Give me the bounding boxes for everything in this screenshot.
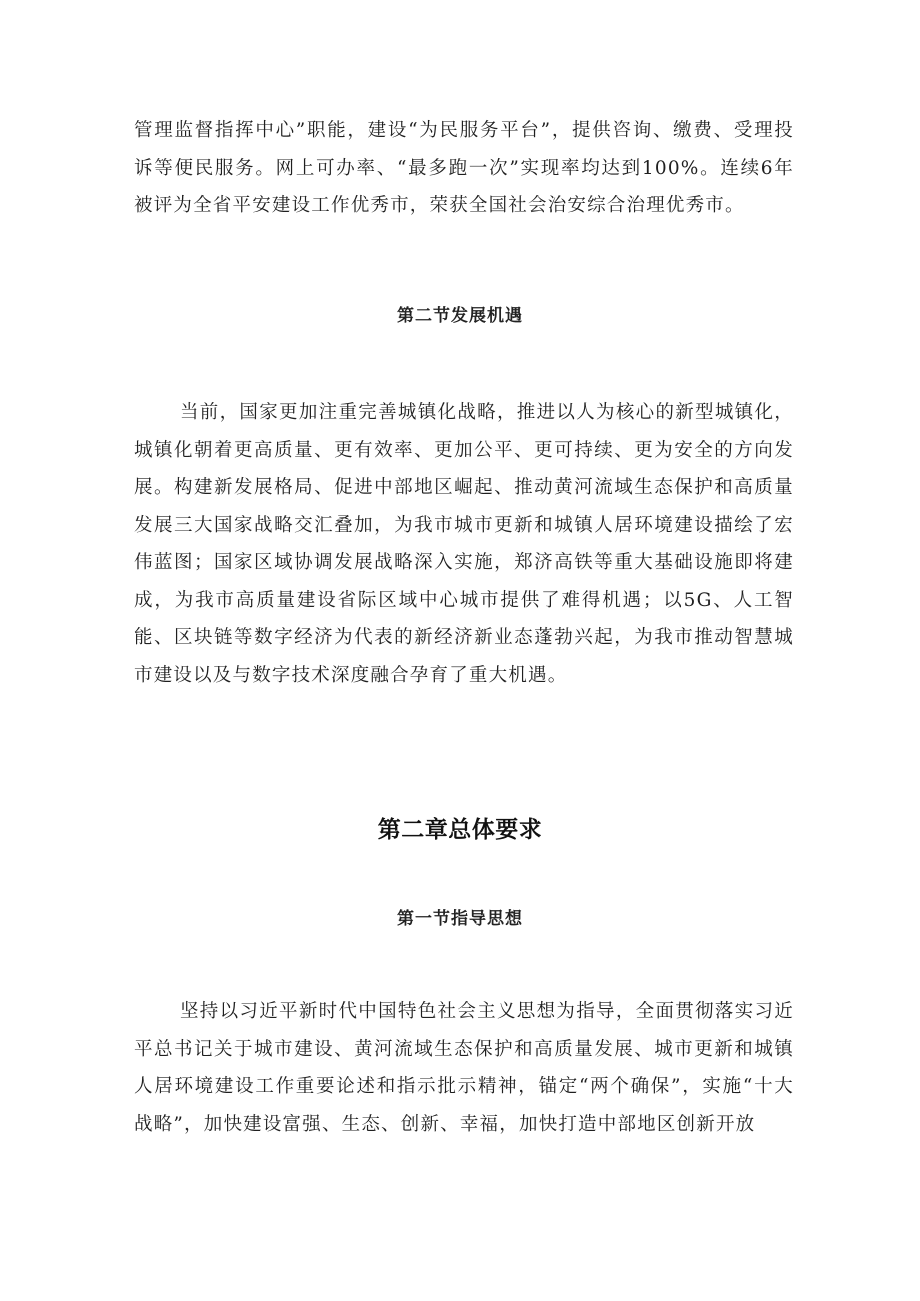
paragraph-development-opportunities: 当前，国家更加注重完善城镇化战略，推进以人为核心的新型城镇化，城镇化朝着更高质量、更有效率、更加公平、更可持续、更为安全的方向发展。构建新发展格局、促进中部地区崛起、推动黄河流域生态保护和高质量发展三大国家战略交汇叠加，为我市城市更新和城镇人居环境建设描绘了宏伟蓝图；国家区域协调发展战略深入实施，郑济高铁等重大基础设施即将建成，为我市高质量建设省际区域中心城市提供了难得机遇；以5G、人工智能、区块链等数字经济为代表的新经济新业态蓬勃兴起，为我市推动智慧城市建设以及与数字技术深度融合孕育了重大机遇。: [134, 402, 794, 686]
paragraph-service-platform: 管理监督指挥中心”职能，建设“为民服务平台”，提供咨询、缴费、受理投诉等便民服务。网上可办率、“最多跑一次”实现率均达到100%。连续6年被评为全省平安建设工作优秀市，荣获全国社会治安综合治理优秀市。: [134, 120, 794, 216]
section-heading-guiding-ideology: 第一节指导思想: [397, 909, 523, 929]
paragraph-guiding-ideology: 坚持以习近平新时代中国特色社会主义思想为指导，全面贯彻落实习近平总书记关于城市建设、黄河流域生态保护和高质量发展、城市更新和城镇人居环境建设工作重要论述和指示批示精神，锚定“两个确保”，实施“十大战略”，加快建设富强、生态、创新、幸福，加快打造中部地区创新开放: [134, 1001, 794, 1135]
chapter-heading-overall-requirements: 第二章总体要求: [377, 817, 543, 843]
section-heading-development-opportunities: 第二节发展机遇: [397, 306, 523, 326]
